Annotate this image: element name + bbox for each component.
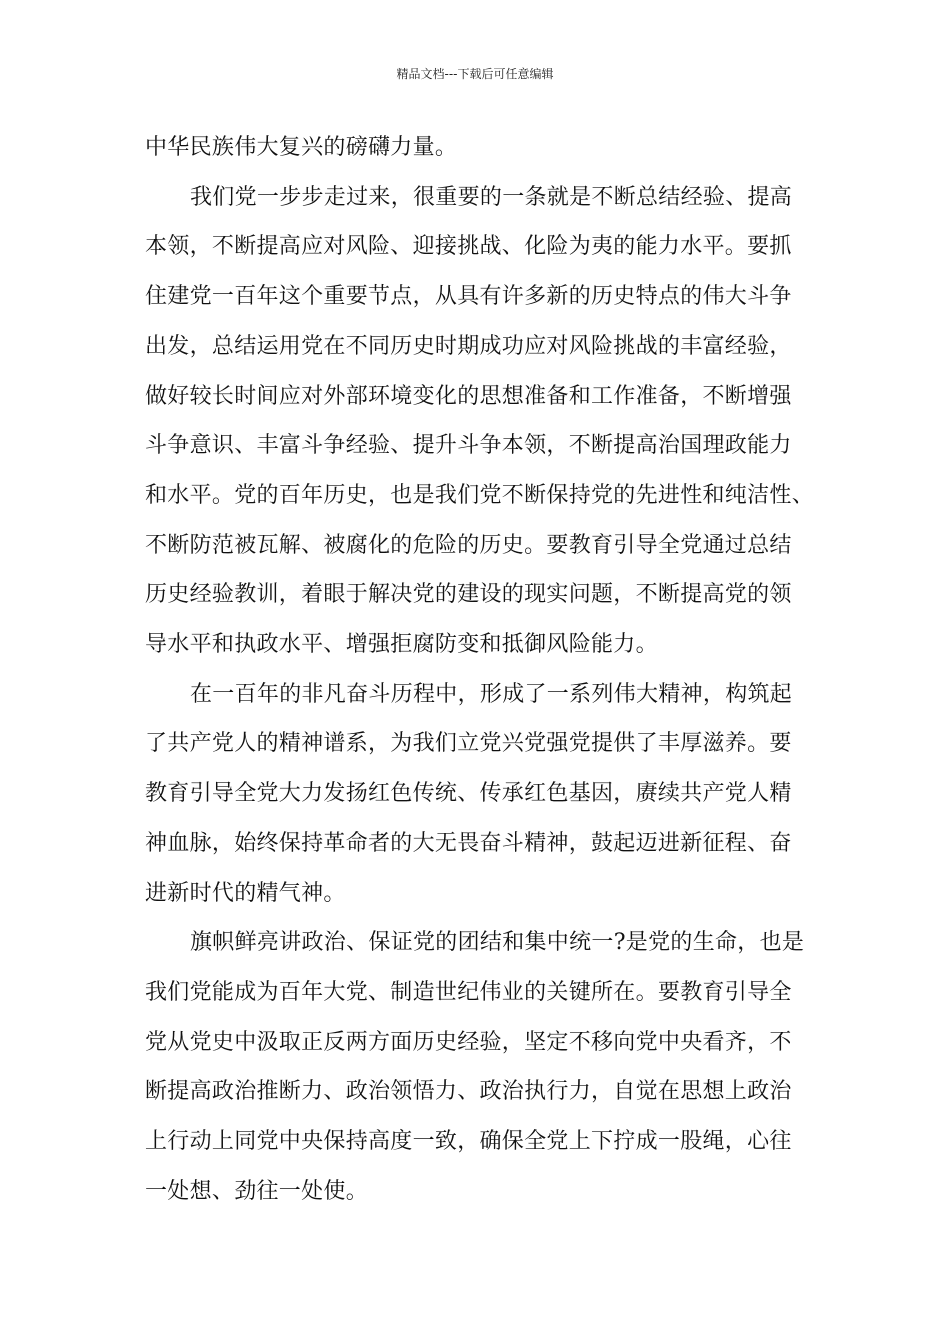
body-text-line: 了共产党人的精神谱系，为我们立党兴党强党提供了丰厚滋养。要 bbox=[145, 731, 792, 756]
body-text-line: 教育引导全党大力发扬红色传统、传承红色基因，赓续共产党人精 bbox=[145, 781, 792, 806]
body-text-line: 断提高政治推断力、政治领悟力、政治执行力，自觉在思想上政治 bbox=[145, 1079, 792, 1104]
body-text-line: 进新时代的精气神。 bbox=[145, 881, 346, 906]
body-text-line: 斗争意识、丰富斗争经验、提升斗争本领，不断提高治国理政能力 bbox=[145, 433, 792, 458]
page-header: 精品文档---下载后可任意编辑 bbox=[396, 67, 554, 81]
body-text-line: 历史经验教训，着眼于解决党的建设的现实问题，不断提高党的领 bbox=[145, 582, 792, 607]
body-text-line: 上行动上同党中央保持高度一致，确保全党上下拧成一股绳，心往 bbox=[145, 1129, 792, 1154]
body-text-line: 不断防范被瓦解、被腐化的危险的历史。要教育引导全党通过总结 bbox=[145, 533, 792, 558]
body-text-line: 做好较长时间应对外部环境变化的思想准备和工作准备，不断增强 bbox=[145, 384, 792, 409]
body-text-line: 中华民族伟大复兴的磅礴力量。 bbox=[145, 135, 458, 160]
body-text-line: 导水平和执政水平、增强拒腐防变和抵御风险能力。 bbox=[145, 632, 658, 657]
body-text-line: 本领，不断提高应对风险、迎接挑战、化险为夷的能力水平。要抓 bbox=[145, 234, 792, 259]
paragraph-first-line: 旗帜鲜亮讲政治、保证党的团结和集中统一?是党的生命，也是 bbox=[190, 930, 805, 955]
body-text-line: 一处想、劲往一处使。 bbox=[145, 1179, 369, 1204]
paragraph-first-line: 在一百年的非凡奋斗历程中，形成了一系列伟大精神，构筑起 bbox=[190, 682, 793, 707]
body-text-line: 党从党史中汲取正反两方面历史经验，坚定不移向党中央看齐，不 bbox=[145, 1030, 792, 1055]
body-text-line: 和水平。党的百年历史，也是我们党不断保持党的先进性和纯洁性、 bbox=[145, 483, 815, 508]
body-text-line: 我们党能成为百年大党、制造世纪伟业的关键所在。要教育引导全 bbox=[145, 980, 792, 1005]
body-text-line: 神血脉，始终保持革命者的大无畏奋斗精神，鼓起迈进新征程、奋 bbox=[145, 831, 792, 856]
body-text-line: 住建党一百年这个重要节点，从具有许多新的历史特点的伟大斗争 bbox=[145, 284, 792, 309]
body-text-line: 出发，总结运用党在不同历史时期成功应对风险挑战的丰富经验， bbox=[145, 334, 792, 359]
paragraph-first-line: 我们党一步步走过来，很重要的一条就是不断总结经验、提高 bbox=[190, 185, 793, 210]
